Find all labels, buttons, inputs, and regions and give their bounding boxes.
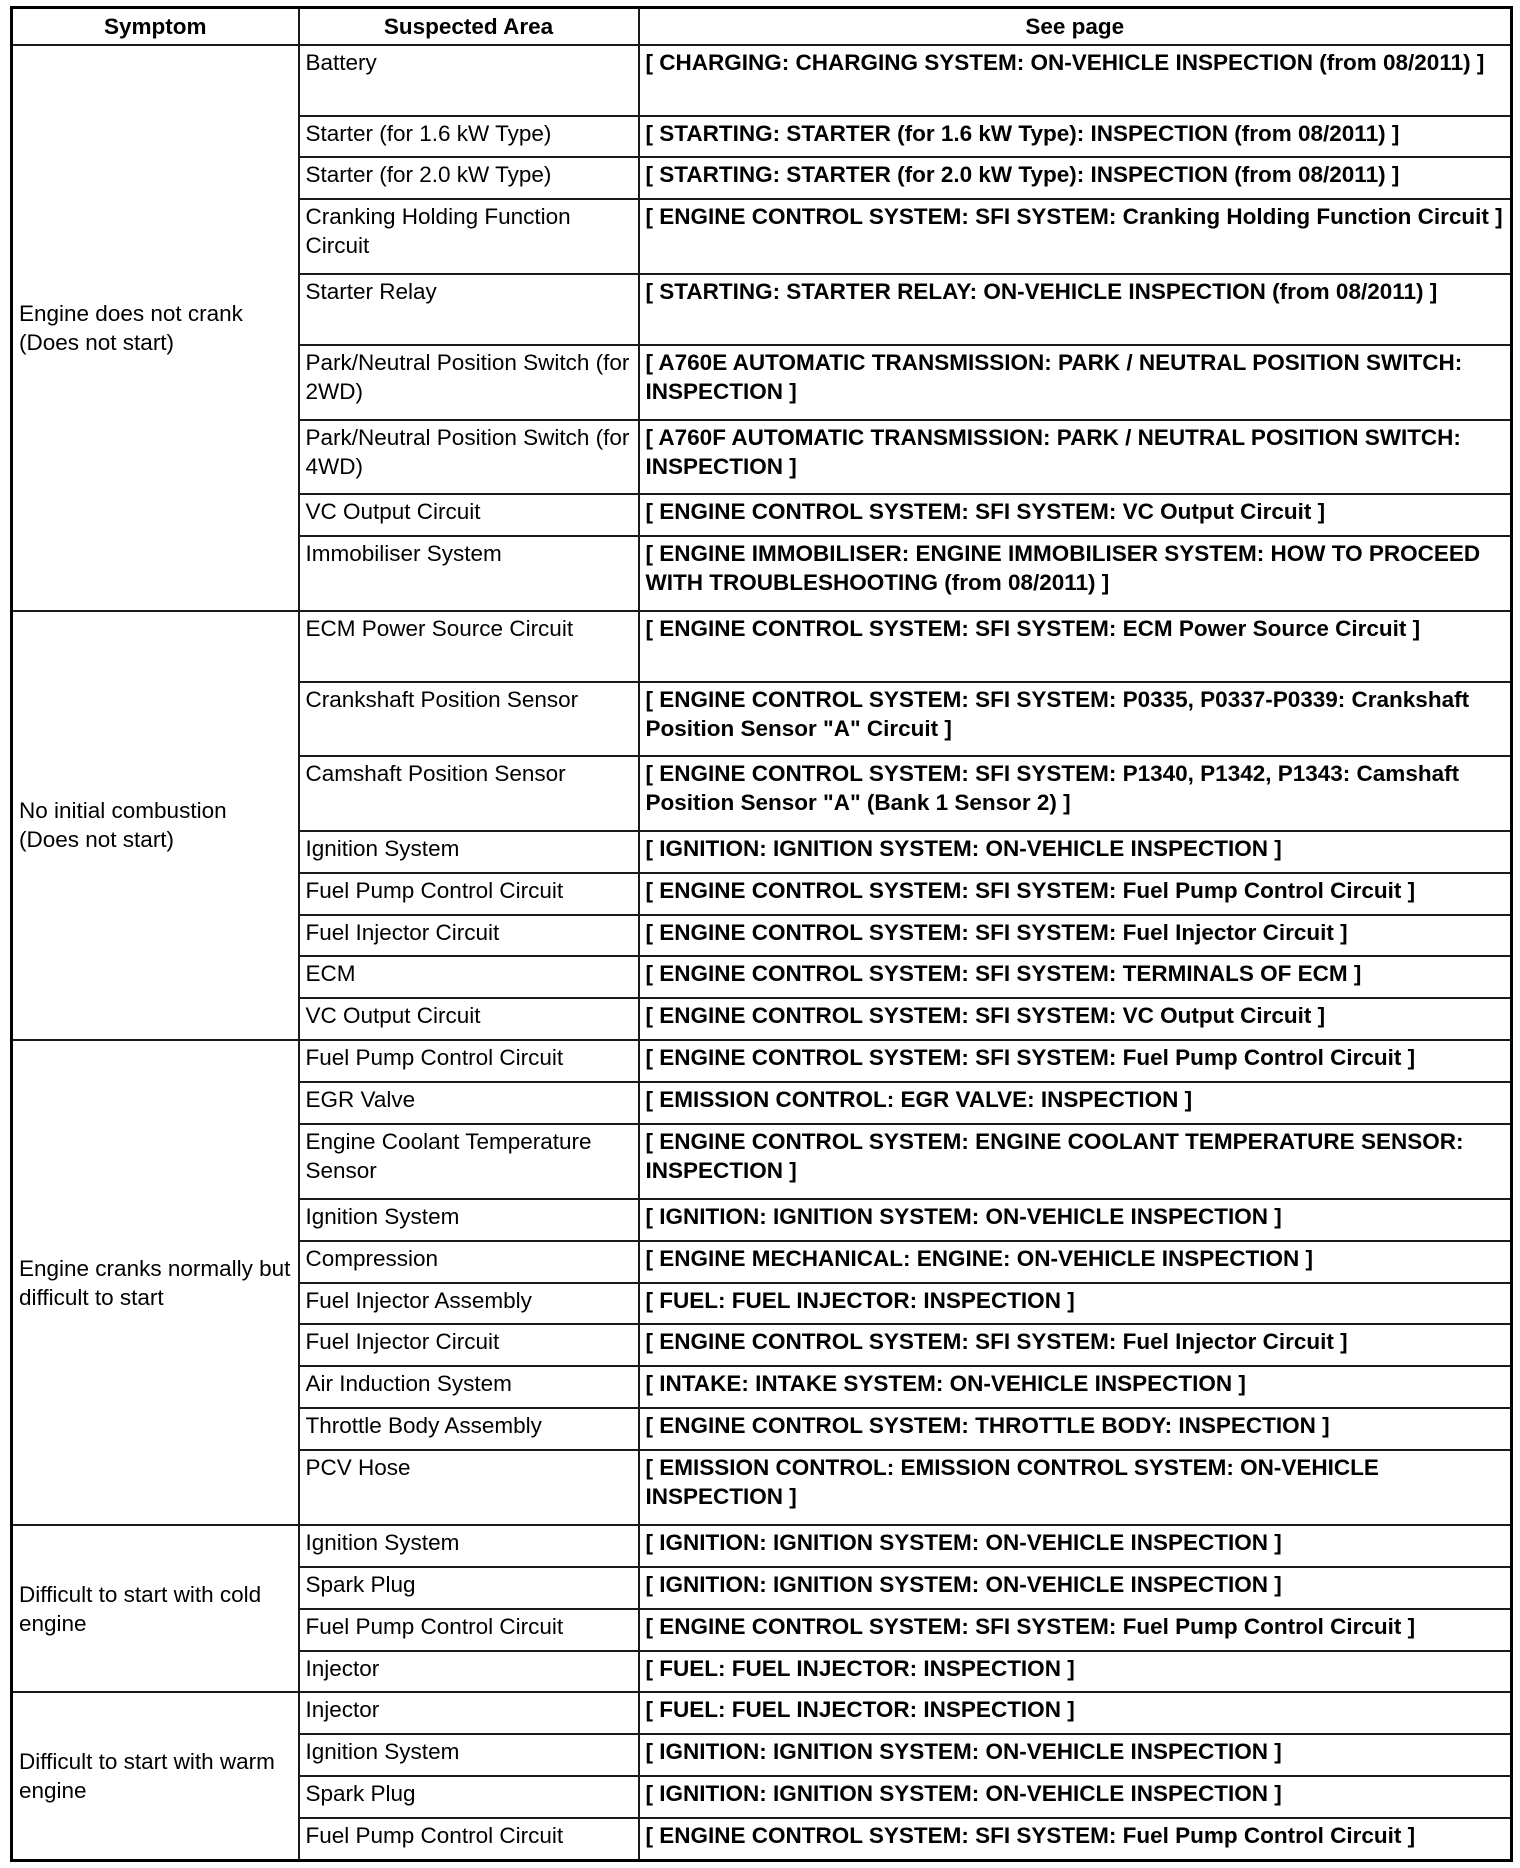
suspected-area-cell: Starter (for 1.6 kW Type) <box>299 116 639 158</box>
see-page-cell: [ FUEL: FUEL INJECTOR: INSPECTION ] <box>639 1692 1512 1734</box>
see-page-cell: [ EMISSION CONTROL: EMISSION CONTROL SYSTEM: ON-VEHICLE INSPECTION ] <box>639 1450 1512 1525</box>
see-page-cell: [ ENGINE CONTROL SYSTEM: ENGINE COOLANT TEMPERATURE SENSOR: INSPECTION ] <box>639 1124 1512 1199</box>
suspected-area-cell: Cranking Holding Function Circuit <box>299 199 639 274</box>
suspected-area-cell: ECM <box>299 956 639 998</box>
table-row <box>12 1525 1512 1567</box>
suspected-area-cell: Injector <box>299 1692 639 1734</box>
see-page-cell: [ EMISSION CONTROL: EGR VALVE: INSPECTION ] <box>639 1082 1512 1124</box>
symptom-cell: Difficult to start with warm engine <box>12 1692 299 1860</box>
troubleshooting-table-container <box>10 6 1510 1862</box>
see-page-cell: [ ENGINE CONTROL SYSTEM: SFI SYSTEM: Fuel Pump Control Circuit ] <box>639 1040 1512 1082</box>
suspected-area-cell: Park/Neutral Position Switch (for 2WD) <box>299 345 639 420</box>
header-symptom: Symptom <box>12 8 299 45</box>
suspected-area-cell: Crankshaft Position Sensor <box>299 682 639 757</box>
header-row <box>12 8 1512 45</box>
see-page-cell: [ IGNITION: IGNITION SYSTEM: ON-VEHICLE INSPECTION ] <box>639 1525 1512 1567</box>
table-body <box>12 45 1512 1861</box>
see-page-cell: [ ENGINE CONTROL SYSTEM: SFI SYSTEM: Fuel Injector Circuit ] <box>639 915 1512 957</box>
suspected-area-cell: Fuel Injector Circuit <box>299 1324 639 1366</box>
suspected-area-cell: Fuel Pump Control Circuit <box>299 1040 639 1082</box>
see-page-cell: [ FUEL: FUEL INJECTOR: INSPECTION ] <box>639 1651 1512 1693</box>
suspected-area-cell: Throttle Body Assembly <box>299 1408 639 1450</box>
suspected-area-cell: Ignition System <box>299 1734 639 1776</box>
see-page-cell: [ CHARGING: CHARGING SYSTEM: ON-VEHICLE INSPECTION (from 08/2011) ] <box>639 45 1512 116</box>
suspected-area-cell: Park/Neutral Position Switch (for 4WD) <box>299 420 639 495</box>
see-page-cell: [ ENGINE CONTROL SYSTEM: SFI SYSTEM: Fuel Pump Control Circuit ] <box>639 873 1512 915</box>
suspected-area-cell: PCV Hose <box>299 1450 639 1525</box>
suspected-area-cell: Fuel Pump Control Circuit <box>299 1818 639 1860</box>
suspected-area-cell: ECM Power Source Circuit <box>299 611 639 682</box>
see-page-cell: [ ENGINE CONTROL SYSTEM: THROTTLE BODY: INSPECTION ] <box>639 1408 1512 1450</box>
suspected-area-cell: Ignition System <box>299 1199 639 1241</box>
see-page-cell: [ INTAKE: INTAKE SYSTEM: ON-VEHICLE INSPECTION ] <box>639 1366 1512 1408</box>
see-page-cell: [ STARTING: STARTER (for 1.6 kW Type): INSPECTION (from 08/2011) ] <box>639 116 1512 158</box>
see-page-cell: [ IGNITION: IGNITION SYSTEM: ON-VEHICLE INSPECTION ] <box>639 1776 1512 1818</box>
suspected-area-cell: Compression <box>299 1241 639 1283</box>
suspected-area-cell: Engine Coolant Temperature Sensor <box>299 1124 639 1199</box>
suspected-area-cell: Air Induction System <box>299 1366 639 1408</box>
see-page-cell: [ A760F AUTOMATIC TRANSMISSION: PARK / NEUTRAL POSITION SWITCH: INSPECTION ] <box>639 420 1512 495</box>
suspected-area-cell: Camshaft Position Sensor <box>299 756 639 831</box>
see-page-cell: [ STARTING: STARTER RELAY: ON-VEHICLE INSPECTION (from 08/2011) ] <box>639 274 1512 345</box>
see-page-cell: [ ENGINE MECHANICAL: ENGINE: ON-VEHICLE INSPECTION ] <box>639 1241 1512 1283</box>
suspected-area-cell: Fuel Injector Circuit <box>299 915 639 957</box>
suspected-area-cell: Ignition System <box>299 1525 639 1567</box>
see-page-cell: [ IGNITION: IGNITION SYSTEM: ON-VEHICLE INSPECTION ] <box>639 1199 1512 1241</box>
see-page-cell: [ ENGINE CONTROL SYSTEM: SFI SYSTEM: TERMINALS OF ECM ] <box>639 956 1512 998</box>
table-row <box>12 611 1512 682</box>
symptom-cell: Difficult to start with cold engine <box>12 1525 299 1693</box>
suspected-area-cell: Spark Plug <box>299 1567 639 1609</box>
symptom-cell: Engine cranks normally but difficult to start <box>12 1040 299 1524</box>
see-page-cell: [ ENGINE CONTROL SYSTEM: SFI SYSTEM: VC Output Circuit ] <box>639 998 1512 1040</box>
see-page-cell: [ IGNITION: IGNITION SYSTEM: ON-VEHICLE INSPECTION ] <box>639 831 1512 873</box>
see-page-cell: [ ENGINE CONTROL SYSTEM: SFI SYSTEM: Fuel Injector Circuit ] <box>639 1324 1512 1366</box>
header-suspected-area: Suspected Area <box>299 8 639 45</box>
suspected-area-cell: EGR Valve <box>299 1082 639 1124</box>
see-page-cell: [ IGNITION: IGNITION SYSTEM: ON-VEHICLE INSPECTION ] <box>639 1734 1512 1776</box>
see-page-cell: [ STARTING: STARTER (for 2.0 kW Type): INSPECTION (from 08/2011) ] <box>639 157 1512 199</box>
header-see-page: See page <box>639 8 1512 45</box>
suspected-area-cell: Injector <box>299 1651 639 1693</box>
suspected-area-cell: Battery <box>299 45 639 116</box>
see-page-cell: [ ENGINE IMMOBILISER: ENGINE IMMOBILISER SYSTEM: HOW TO PROCEED WITH TROUBLESHOOTING (from 08/2011) ] <box>639 536 1512 611</box>
suspected-area-cell: Fuel Pump Control Circuit <box>299 1609 639 1651</box>
suspected-area-cell: Ignition System <box>299 831 639 873</box>
suspected-area-cell: VC Output Circuit <box>299 494 639 536</box>
suspected-area-cell: Fuel Injector Assembly <box>299 1283 639 1325</box>
symptom-cell: Engine does not crank (Does not start) <box>12 45 299 611</box>
see-page-cell: [ ENGINE CONTROL SYSTEM: SFI SYSTEM: ECM Power Source Circuit ] <box>639 611 1512 682</box>
suspected-area-cell: Starter Relay <box>299 274 639 345</box>
suspected-area-cell: Immobiliser System <box>299 536 639 611</box>
table-row <box>12 45 1512 116</box>
see-page-cell: [ ENGINE CONTROL SYSTEM: SFI SYSTEM: Fuel Pump Control Circuit ] <box>639 1818 1512 1860</box>
see-page-cell: [ A760E AUTOMATIC TRANSMISSION: PARK / NEUTRAL POSITION SWITCH: INSPECTION ] <box>639 345 1512 420</box>
see-page-cell: [ ENGINE CONTROL SYSTEM: SFI SYSTEM: P1340, P1342, P1343: Camshaft Position Sensor "A" (Bank 1 Sensor 2) ] <box>639 756 1512 831</box>
see-page-cell: [ ENGINE CONTROL SYSTEM: SFI SYSTEM: Fuel Pump Control Circuit ] <box>639 1609 1512 1651</box>
suspected-area-cell: Fuel Pump Control Circuit <box>299 873 639 915</box>
table-row <box>12 1692 1512 1734</box>
symptom-table <box>10 6 1513 1862</box>
symptom-cell: No initial combustion (Does not start) <box>12 611 299 1041</box>
see-page-cell: [ ENGINE CONTROL SYSTEM: SFI SYSTEM: VC Output Circuit ] <box>639 494 1512 536</box>
suspected-area-cell: Spark Plug <box>299 1776 639 1818</box>
see-page-cell: [ FUEL: FUEL INJECTOR: INSPECTION ] <box>639 1283 1512 1325</box>
see-page-cell: [ ENGINE CONTROL SYSTEM: SFI SYSTEM: Cranking Holding Function Circuit ] <box>639 199 1512 274</box>
see-page-cell: [ ENGINE CONTROL SYSTEM: SFI SYSTEM: P0335, P0337-P0339: Crankshaft Position Sensor "A" Circuit ] <box>639 682 1512 757</box>
table-row <box>12 1040 1512 1082</box>
see-page-cell: [ IGNITION: IGNITION SYSTEM: ON-VEHICLE INSPECTION ] <box>639 1567 1512 1609</box>
suspected-area-cell: VC Output Circuit <box>299 998 639 1040</box>
suspected-area-cell: Starter (for 2.0 kW Type) <box>299 157 639 199</box>
